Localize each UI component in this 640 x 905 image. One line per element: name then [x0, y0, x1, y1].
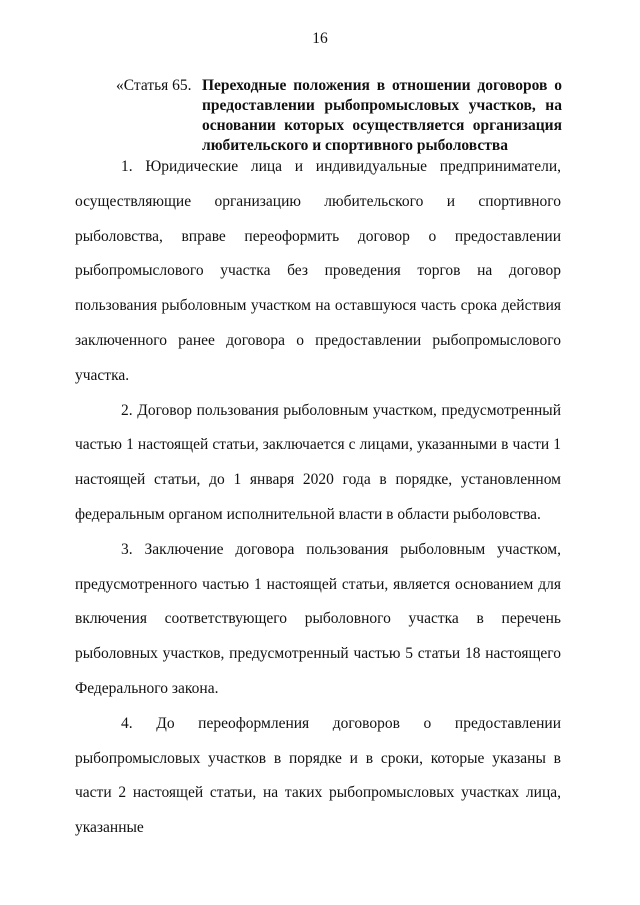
article-body [75, 150, 561, 846]
paragraph-4: 4. До переоформления договоров о предоставлении рыбопромысловых участков в порядке и в сроки, которые указаны в части 2 настоящей статьи, на таких рыбопромысловых участках лица, указанные [75, 714, 561, 837]
article-number: «Статья 65. [116, 77, 192, 94]
paragraph-1: 1. Юридические лица и индивидуальные предприниматели, осуществляющие организацию любительского и спортивного рыболовства, вправе переоформить договор о предоставлении рыбопромыслового участка без проведения торгов на договор пользования рыболовным участком на оставшуюся часть срока действия заключенного ранее договора о предоставлении рыбопромыслового участка. [75, 158, 561, 384]
page-number: 16 [312, 30, 328, 47]
article-title: Переходные положения в отношении договоров о предоставлении рыбопромысловых участков, на основании которых осуществляется организация любительского и спортивного рыболовства [202, 77, 562, 154]
article-header [116, 76, 562, 156]
paragraph-3: 3. Заключение договора пользования рыболовным участком, предусмотренного частью 1 настоящей статьи, является основанием для включения соответствующего рыболовного участка в перечень рыболовных участков, предусмотренный частью 5 статьи 18 настоящего Федерального закона. [75, 540, 561, 697]
paragraph-2: 2. Договор пользования рыболовным участком, предусмотренный частью 1 настоящей статьи, заключается с лицами, указанными в части 1 настоящей статьи, до 1 января 2020 года в порядке, установленном федеральным органом исполнительной власти в области рыболовства. [75, 401, 561, 523]
